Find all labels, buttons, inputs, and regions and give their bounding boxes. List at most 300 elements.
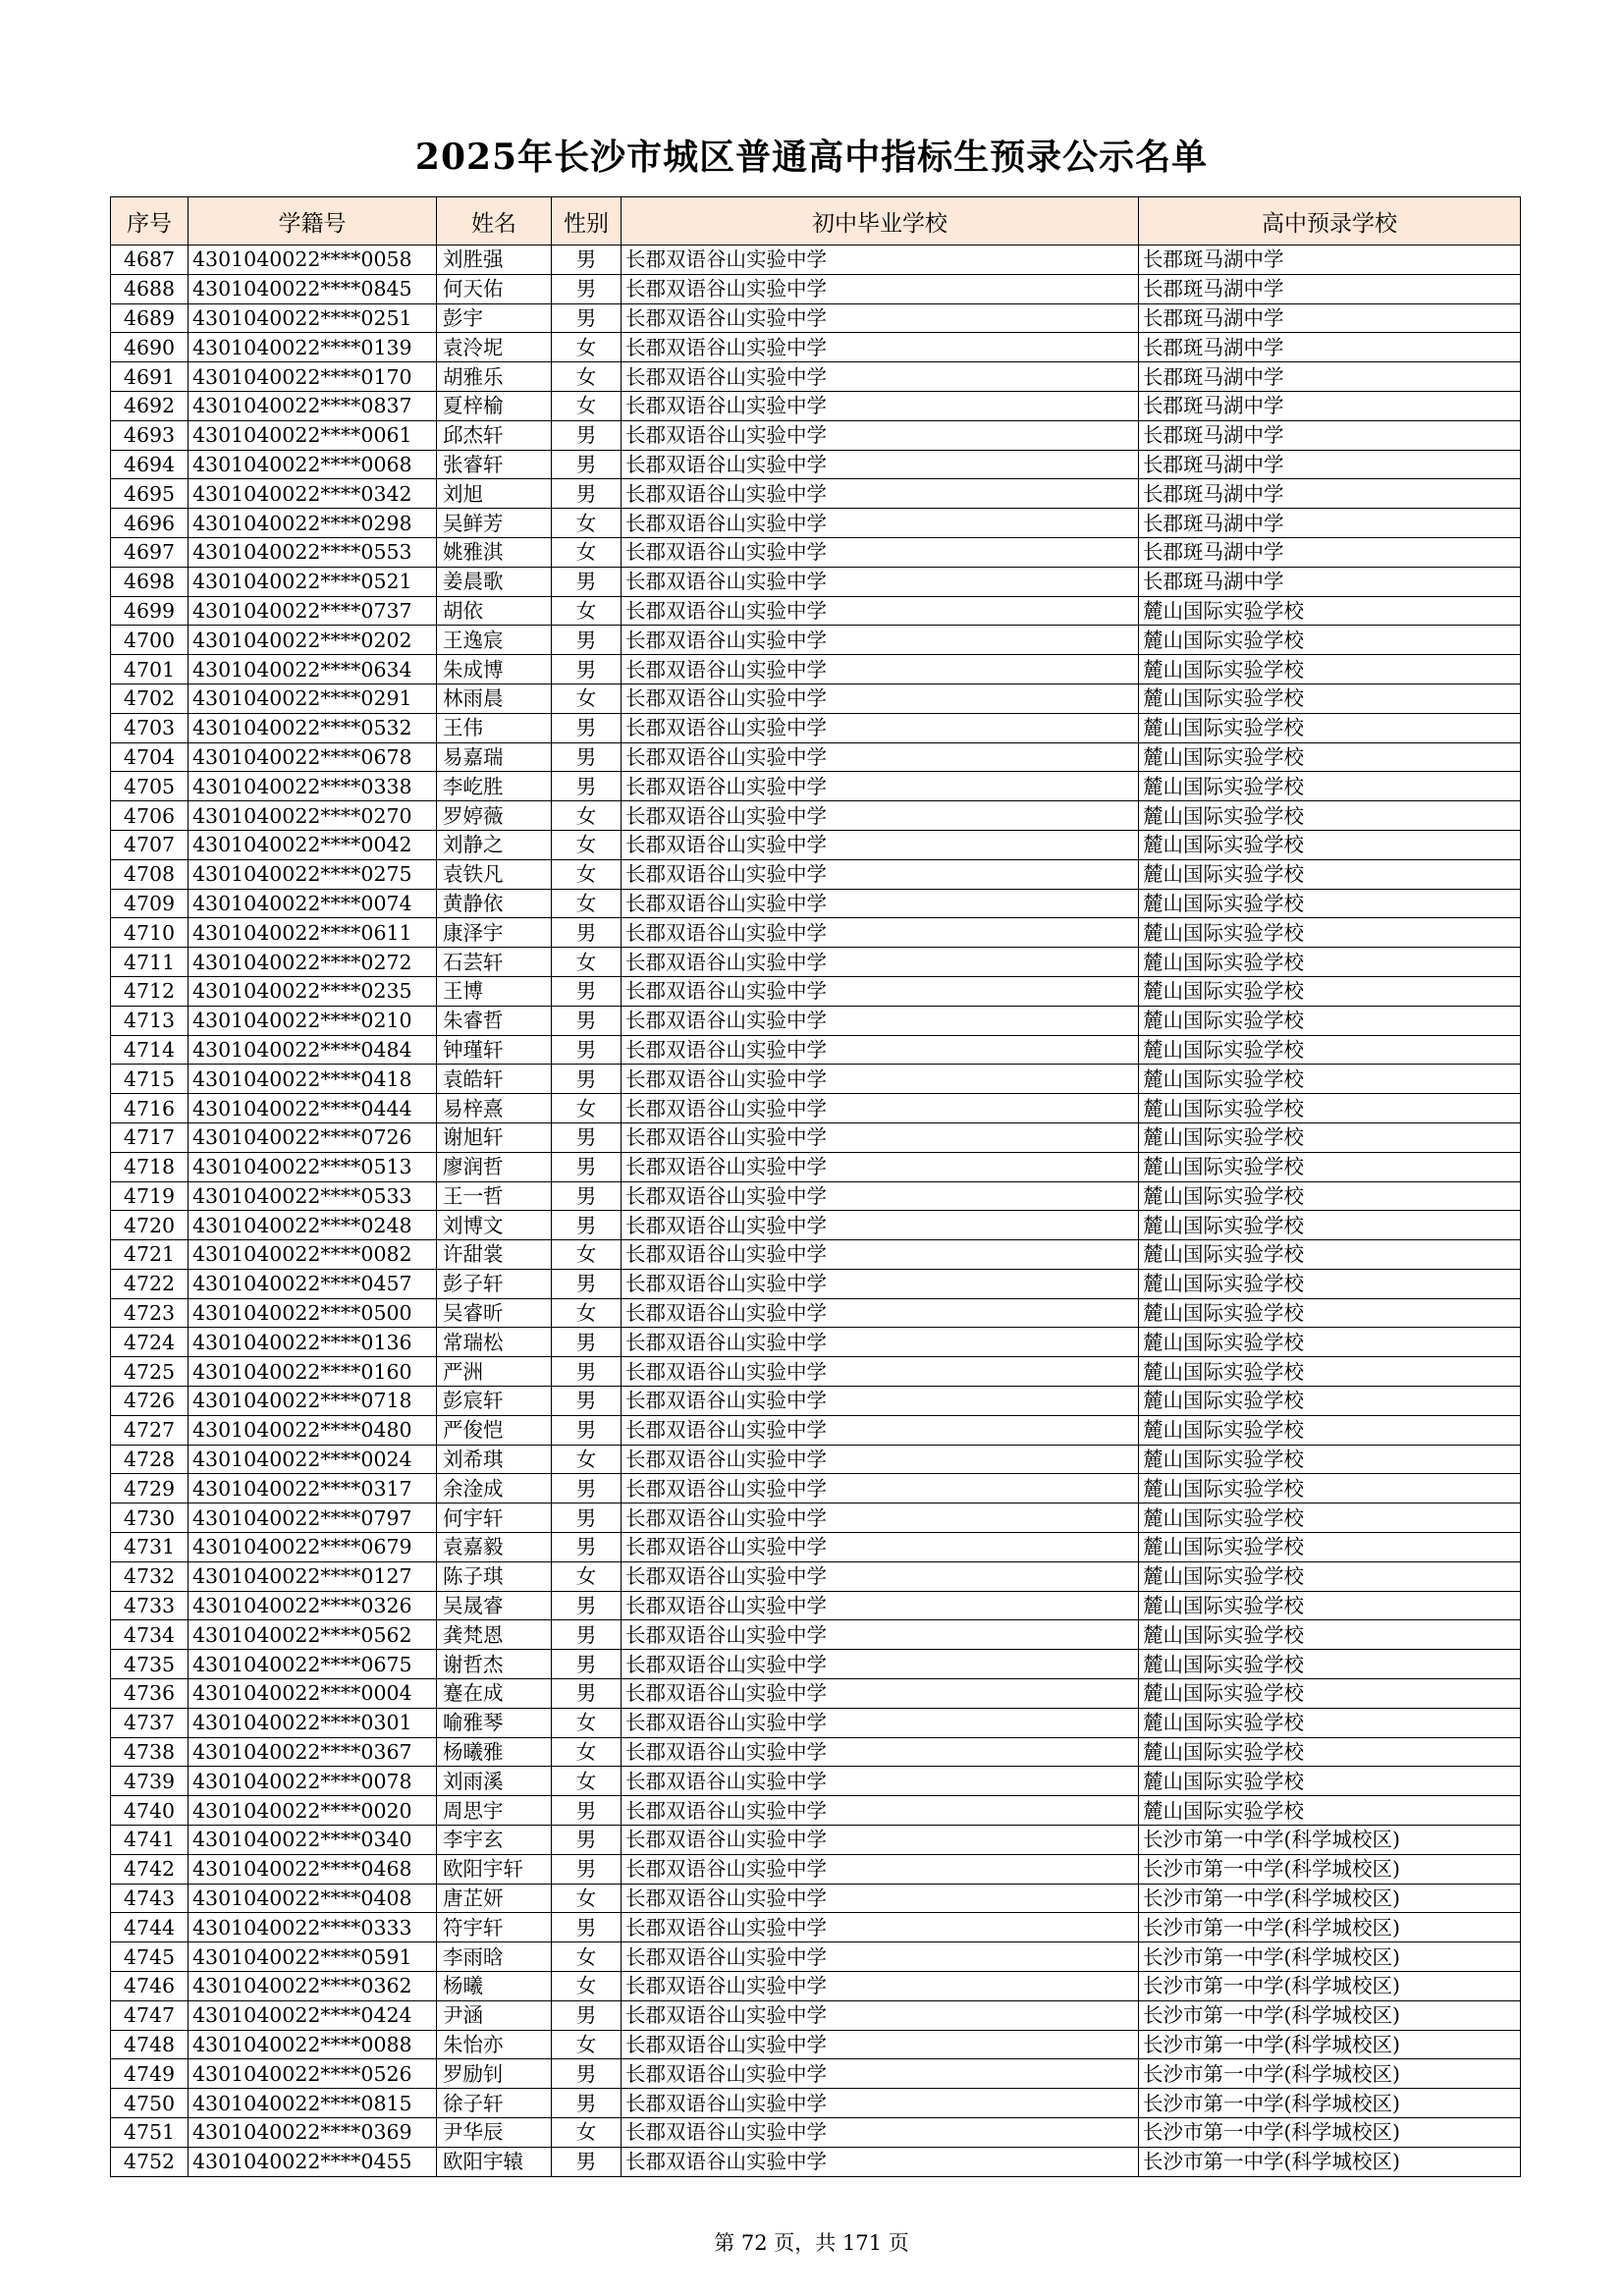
cell-high-school: 麓山国际实验学校 xyxy=(1139,1357,1521,1387)
cell-gender: 女 xyxy=(552,537,622,567)
cell-student-id: 4301040022****0562 xyxy=(189,1620,437,1650)
cell-middle-school: 长郡双语谷山实验中学 xyxy=(622,1620,1139,1650)
cell-name: 罗婷薇 xyxy=(437,801,552,831)
cell-high-school: 长郡斑马湖中学 xyxy=(1139,537,1521,567)
cell-middle-school: 长郡双语谷山实验中学 xyxy=(622,537,1139,567)
cell-gender: 男 xyxy=(552,420,622,450)
cell-student-id: 4301040022****0444 xyxy=(189,1094,437,1123)
cell-serial: 4722 xyxy=(111,1269,189,1298)
cell-high-school: 麓山国际实验学校 xyxy=(1139,830,1521,859)
cell-middle-school: 长郡双语谷山实验中学 xyxy=(622,1503,1139,1533)
table-row xyxy=(111,1445,1521,1474)
cell-gender: 男 xyxy=(552,1591,622,1620)
cell-middle-school: 长郡双语谷山实验中学 xyxy=(622,2089,1139,2118)
cell-name: 尹涵 xyxy=(437,2000,552,2030)
cell-student-id: 4301040022****0591 xyxy=(189,1942,437,1972)
cell-student-id: 4301040022****0500 xyxy=(189,1298,437,1328)
table-row xyxy=(111,1884,1521,1913)
cell-name: 彭宇 xyxy=(437,303,552,333)
table-row xyxy=(111,918,1521,948)
cell-middle-school: 长郡双语谷山实验中学 xyxy=(622,1854,1139,1884)
cell-serial: 4735 xyxy=(111,1650,189,1679)
table-row xyxy=(111,567,1521,596)
cell-high-school: 长郡斑马湖中学 xyxy=(1139,420,1521,450)
cell-middle-school: 长郡双语谷山实验中学 xyxy=(622,1387,1139,1416)
cell-name: 严俊恺 xyxy=(437,1415,552,1445)
table-row xyxy=(111,450,1521,479)
cell-student-id: 4301040022****0634 xyxy=(189,655,437,684)
cell-gender: 女 xyxy=(552,391,622,420)
cell-serial: 4690 xyxy=(111,333,189,362)
cell-serial: 4745 xyxy=(111,1942,189,1972)
cell-middle-school: 长郡双语谷山实验中学 xyxy=(622,596,1139,626)
cell-gender: 男 xyxy=(552,976,622,1006)
cell-name: 刘静之 xyxy=(437,830,552,859)
cell-high-school: 长郡斑马湖中学 xyxy=(1139,246,1521,275)
table-row xyxy=(111,1503,1521,1533)
cell-high-school: 长沙市第一中学(科学城校区) xyxy=(1139,2059,1521,2089)
cell-name: 彭子轩 xyxy=(437,1269,552,1298)
cell-high-school: 长郡斑马湖中学 xyxy=(1139,450,1521,479)
cell-gender: 男 xyxy=(552,1826,622,1855)
cell-gender: 女 xyxy=(552,2030,622,2059)
cell-gender: 男 xyxy=(552,1854,622,1884)
cell-serial: 4707 xyxy=(111,830,189,859)
table-row xyxy=(111,1972,1521,2001)
cell-gender: 男 xyxy=(552,655,622,684)
cell-serial: 4692 xyxy=(111,391,189,420)
cell-high-school: 麓山国际实验学校 xyxy=(1139,1533,1521,1562)
cell-student-id: 4301040022****0082 xyxy=(189,1240,437,1270)
cell-high-school: 长郡斑马湖中学 xyxy=(1139,479,1521,509)
cell-name: 袁嘉毅 xyxy=(437,1533,552,1562)
table-row xyxy=(111,976,1521,1006)
cell-high-school: 麓山国际实验学校 xyxy=(1139,1561,1521,1591)
cell-name: 林雨晨 xyxy=(437,683,552,713)
cell-gender: 男 xyxy=(552,1122,622,1152)
cell-gender: 男 xyxy=(552,1650,622,1679)
cell-high-school: 麓山国际实验学校 xyxy=(1139,1269,1521,1298)
cell-middle-school: 长郡双语谷山实验中学 xyxy=(622,2030,1139,2059)
table-row xyxy=(111,1240,1521,1270)
table-row xyxy=(111,1854,1521,1884)
cell-name: 石芸轩 xyxy=(437,948,552,977)
header-high-school: 高中预录学校 xyxy=(1139,197,1521,246)
header-middle-school: 初中毕业学校 xyxy=(622,197,1139,246)
table-row xyxy=(111,303,1521,333)
table-row xyxy=(111,1561,1521,1591)
cell-gender: 男 xyxy=(552,918,622,948)
cell-middle-school: 长郡双语谷山实验中学 xyxy=(622,1415,1139,1445)
cell-middle-school: 长郡双语谷山实验中学 xyxy=(622,1269,1139,1298)
admission-table xyxy=(110,196,1521,2177)
cell-name: 吴晟睿 xyxy=(437,1591,552,1620)
cell-gender: 女 xyxy=(552,1708,622,1737)
cell-name: 刘旭 xyxy=(437,479,552,509)
cell-middle-school: 长郡双语谷山实验中学 xyxy=(622,1561,1139,1591)
cell-high-school: 麓山国际实验学校 xyxy=(1139,948,1521,977)
cell-high-school: 麓山国际实验学校 xyxy=(1139,1387,1521,1416)
cell-high-school: 麓山国际实验学校 xyxy=(1139,1122,1521,1152)
table-row xyxy=(111,1620,1521,1650)
table-row xyxy=(111,1796,1521,1826)
cell-middle-school: 长郡双语谷山实验中学 xyxy=(622,246,1139,275)
cell-name: 胡雅乐 xyxy=(437,362,552,392)
cell-serial: 4729 xyxy=(111,1474,189,1503)
table-row xyxy=(111,889,1521,918)
cell-serial: 4687 xyxy=(111,246,189,275)
cell-serial: 4699 xyxy=(111,596,189,626)
cell-serial: 4730 xyxy=(111,1503,189,1533)
cell-gender: 女 xyxy=(552,1737,622,1767)
table-row xyxy=(111,1913,1521,1942)
cell-gender: 男 xyxy=(552,2089,622,2118)
header-serial: 序号 xyxy=(111,197,189,246)
table-row xyxy=(111,1269,1521,1298)
cell-middle-school: 长郡双语谷山实验中学 xyxy=(622,1650,1139,1679)
cell-serial: 4719 xyxy=(111,1181,189,1211)
table-row xyxy=(111,626,1521,655)
header-name: 姓名 xyxy=(437,197,552,246)
cell-high-school: 长郡斑马湖中学 xyxy=(1139,509,1521,538)
cell-serial: 4744 xyxy=(111,1913,189,1942)
cell-high-school: 麓山国际实验学校 xyxy=(1139,1240,1521,1270)
cell-student-id: 4301040022****0127 xyxy=(189,1561,437,1591)
cell-serial: 4695 xyxy=(111,479,189,509)
cell-high-school: 麓山国际实验学校 xyxy=(1139,859,1521,889)
cell-high-school: 麓山国际实验学校 xyxy=(1139,1298,1521,1328)
cell-name: 尹华辰 xyxy=(437,2118,552,2148)
cell-serial: 4746 xyxy=(111,1972,189,2001)
cell-gender: 男 xyxy=(552,1211,622,1240)
cell-middle-school: 长郡双语谷山实验中学 xyxy=(622,567,1139,596)
cell-name: 易梓熹 xyxy=(437,1094,552,1123)
cell-middle-school: 长郡双语谷山实验中学 xyxy=(622,1211,1139,1240)
cell-serial: 4705 xyxy=(111,772,189,801)
cell-serial: 4698 xyxy=(111,567,189,596)
cell-serial: 4693 xyxy=(111,420,189,450)
table-row xyxy=(111,1006,1521,1035)
cell-gender: 男 xyxy=(552,567,622,596)
cell-student-id: 4301040022****0326 xyxy=(189,1591,437,1620)
cell-name: 谢旭轩 xyxy=(437,1122,552,1152)
cell-middle-school: 长郡双语谷山实验中学 xyxy=(622,450,1139,479)
cell-student-id: 4301040022****0679 xyxy=(189,1533,437,1562)
cell-name: 何天佑 xyxy=(437,274,552,303)
cell-gender: 男 xyxy=(552,772,622,801)
cell-name: 徐子轩 xyxy=(437,2089,552,2118)
cell-high-school: 麓山国际实验学校 xyxy=(1139,1445,1521,1474)
cell-serial: 4727 xyxy=(111,1415,189,1445)
cell-middle-school: 长郡双语谷山实验中学 xyxy=(622,889,1139,918)
table-row xyxy=(111,683,1521,713)
cell-name: 谢哲杰 xyxy=(437,1650,552,1679)
cell-gender: 女 xyxy=(552,2118,622,2148)
cell-middle-school: 长郡双语谷山实验中学 xyxy=(622,1445,1139,1474)
cell-name: 龚梵恩 xyxy=(437,1620,552,1650)
cell-student-id: 4301040022****0484 xyxy=(189,1035,437,1065)
cell-high-school: 麓山国际实验学校 xyxy=(1139,713,1521,742)
cell-gender: 女 xyxy=(552,1240,622,1270)
cell-name: 喻雅琴 xyxy=(437,1708,552,1737)
cell-serial: 4738 xyxy=(111,1737,189,1767)
cell-middle-school: 长郡双语谷山实验中学 xyxy=(622,1474,1139,1503)
cell-middle-school: 长郡双语谷山实验中学 xyxy=(622,1826,1139,1855)
cell-serial: 4706 xyxy=(111,801,189,831)
cell-student-id: 4301040022****0202 xyxy=(189,626,437,655)
cell-middle-school: 长郡双语谷山实验中学 xyxy=(622,976,1139,1006)
cell-serial: 4734 xyxy=(111,1620,189,1650)
cell-student-id: 4301040022****0061 xyxy=(189,420,437,450)
cell-gender: 男 xyxy=(552,1474,622,1503)
cell-gender: 男 xyxy=(552,303,622,333)
cell-middle-school: 长郡双语谷山实验中学 xyxy=(622,801,1139,831)
cell-gender: 女 xyxy=(552,948,622,977)
cell-student-id: 4301040022****0340 xyxy=(189,1826,437,1855)
cell-name: 袁铁凡 xyxy=(437,859,552,889)
table-row xyxy=(111,742,1521,772)
cell-high-school: 麓山国际实验学校 xyxy=(1139,596,1521,626)
cell-student-id: 4301040022****0678 xyxy=(189,742,437,772)
cell-student-id: 4301040022****0291 xyxy=(189,683,437,713)
cell-name: 杨曦 xyxy=(437,1972,552,2001)
cell-high-school: 麓山国际实验学校 xyxy=(1139,1737,1521,1767)
cell-name: 周思宇 xyxy=(437,1796,552,1826)
cell-student-id: 4301040022****0845 xyxy=(189,274,437,303)
cell-middle-school: 长郡双语谷山实验中学 xyxy=(622,509,1139,538)
cell-middle-school: 长郡双语谷山实验中学 xyxy=(622,655,1139,684)
cell-student-id: 4301040022****0136 xyxy=(189,1328,437,1357)
cell-gender: 女 xyxy=(552,1767,622,1796)
cell-serial: 4723 xyxy=(111,1298,189,1328)
cell-middle-school: 长郡双语谷山实验中学 xyxy=(622,1737,1139,1767)
cell-student-id: 4301040022****0533 xyxy=(189,1181,437,1211)
cell-serial: 4709 xyxy=(111,889,189,918)
table-row xyxy=(111,655,1521,684)
cell-student-id: 4301040022****0526 xyxy=(189,2059,437,2089)
table-row xyxy=(111,1942,1521,1972)
cell-high-school: 麓山国际实验学校 xyxy=(1139,976,1521,1006)
cell-high-school: 麓山国际实验学校 xyxy=(1139,1796,1521,1826)
table-row xyxy=(111,2000,1521,2030)
cell-high-school: 长郡斑马湖中学 xyxy=(1139,333,1521,362)
cell-name: 蹇在成 xyxy=(437,1679,552,1709)
cell-serial: 4748 xyxy=(111,2030,189,2059)
table-row xyxy=(111,362,1521,392)
cell-name: 钟瑾轩 xyxy=(437,1035,552,1065)
cell-name: 符宇轩 xyxy=(437,1913,552,1942)
table-row xyxy=(111,420,1521,450)
cell-student-id: 4301040022****0333 xyxy=(189,1913,437,1942)
cell-name: 李宇玄 xyxy=(437,1826,552,1855)
cell-serial: 4739 xyxy=(111,1767,189,1796)
cell-serial: 4736 xyxy=(111,1679,189,1709)
table-row xyxy=(111,2089,1521,2118)
cell-middle-school: 长郡双语谷山实验中学 xyxy=(622,1591,1139,1620)
cell-student-id: 4301040022****0248 xyxy=(189,1211,437,1240)
cell-middle-school: 长郡双语谷山实验中学 xyxy=(622,1152,1139,1181)
cell-serial: 4708 xyxy=(111,859,189,889)
cell-name: 李雨晗 xyxy=(437,1942,552,1972)
cell-high-school: 长沙市第一中学(科学城校区) xyxy=(1139,1913,1521,1942)
cell-middle-school: 长郡双语谷山实验中学 xyxy=(622,303,1139,333)
header-student-id: 学籍号 xyxy=(189,197,437,246)
cell-serial: 4711 xyxy=(111,948,189,977)
cell-middle-school: 长郡双语谷山实验中学 xyxy=(622,1679,1139,1709)
table-row xyxy=(111,479,1521,509)
cell-serial: 4724 xyxy=(111,1328,189,1357)
cell-serial: 4714 xyxy=(111,1035,189,1065)
cell-student-id: 4301040022****0020 xyxy=(189,1796,437,1826)
table-row xyxy=(111,274,1521,303)
cell-name: 王伟 xyxy=(437,713,552,742)
table-row xyxy=(111,1826,1521,1855)
cell-middle-school: 长郡双语谷山实验中学 xyxy=(622,2118,1139,2148)
cell-serial: 4741 xyxy=(111,1826,189,1855)
cell-high-school: 麓山国际实验学校 xyxy=(1139,1006,1521,1035)
cell-middle-school: 长郡双语谷山实验中学 xyxy=(622,2147,1139,2176)
table-row xyxy=(111,246,1521,275)
cell-gender: 女 xyxy=(552,1094,622,1123)
cell-middle-school: 长郡双语谷山实验中学 xyxy=(622,626,1139,655)
cell-name: 朱怡亦 xyxy=(437,2030,552,2059)
cell-gender: 男 xyxy=(552,1006,622,1035)
cell-gender: 男 xyxy=(552,1387,622,1416)
cell-high-school: 长沙市第一中学(科学城校区) xyxy=(1139,1942,1521,1972)
cell-name: 胡依 xyxy=(437,596,552,626)
cell-middle-school: 长郡双语谷山实验中学 xyxy=(622,1533,1139,1562)
cell-name: 姜晨歌 xyxy=(437,567,552,596)
cell-high-school: 麓山国际实验学校 xyxy=(1139,918,1521,948)
cell-serial: 4740 xyxy=(111,1796,189,1826)
cell-student-id: 4301040022****0726 xyxy=(189,1122,437,1152)
cell-high-school: 长郡斑马湖中学 xyxy=(1139,303,1521,333)
cell-high-school: 麓山国际实验学校 xyxy=(1139,1708,1521,1737)
cell-gender: 男 xyxy=(552,1913,622,1942)
cell-student-id: 4301040022****0718 xyxy=(189,1387,437,1416)
cell-high-school: 长郡斑马湖中学 xyxy=(1139,274,1521,303)
table-row xyxy=(111,391,1521,420)
cell-serial: 4700 xyxy=(111,626,189,655)
cell-serial: 4701 xyxy=(111,655,189,684)
cell-high-school: 长沙市第一中学(科学城校区) xyxy=(1139,1826,1521,1855)
cell-gender: 男 xyxy=(552,2000,622,2030)
cell-name: 朱成博 xyxy=(437,655,552,684)
table-row xyxy=(111,1094,1521,1123)
cell-middle-school: 长郡双语谷山实验中学 xyxy=(622,362,1139,392)
cell-high-school: 长沙市第一中学(科学城校区) xyxy=(1139,2089,1521,2118)
cell-student-id: 4301040022****0675 xyxy=(189,1650,437,1679)
cell-middle-school: 长郡双语谷山实验中学 xyxy=(622,1913,1139,1942)
cell-middle-school: 长郡双语谷山实验中学 xyxy=(622,274,1139,303)
cell-gender: 女 xyxy=(552,1561,622,1591)
cell-student-id: 4301040022****0251 xyxy=(189,303,437,333)
cell-gender: 男 xyxy=(552,1181,622,1211)
cell-middle-school: 长郡双语谷山实验中学 xyxy=(622,830,1139,859)
cell-middle-school: 长郡双语谷山实验中学 xyxy=(622,918,1139,948)
cell-middle-school: 长郡双语谷山实验中学 xyxy=(622,1942,1139,1972)
cell-gender: 男 xyxy=(552,1415,622,1445)
cell-high-school: 麓山国际实验学校 xyxy=(1139,1181,1521,1211)
cell-gender: 男 xyxy=(552,1065,622,1094)
cell-middle-school: 长郡双语谷山实验中学 xyxy=(622,1796,1139,1826)
cell-gender: 男 xyxy=(552,479,622,509)
cell-student-id: 4301040022****0837 xyxy=(189,391,437,420)
table-row xyxy=(111,1035,1521,1065)
cell-serial: 4743 xyxy=(111,1884,189,1913)
cell-name: 常瑞松 xyxy=(437,1328,552,1357)
table-row xyxy=(111,1152,1521,1181)
cell-high-school: 长沙市第一中学(科学城校区) xyxy=(1139,2000,1521,2030)
cell-middle-school: 长郡双语谷山实验中学 xyxy=(622,1328,1139,1357)
cell-gender: 男 xyxy=(552,1357,622,1387)
cell-student-id: 4301040022****0272 xyxy=(189,948,437,977)
cell-gender: 男 xyxy=(552,1035,622,1065)
cell-serial: 4749 xyxy=(111,2059,189,2089)
table-row xyxy=(111,1737,1521,1767)
table-row xyxy=(111,2030,1521,2059)
cell-name: 陈子琪 xyxy=(437,1561,552,1591)
cell-name: 王逸宸 xyxy=(437,626,552,655)
cell-serial: 4712 xyxy=(111,976,189,1006)
cell-gender: 男 xyxy=(552,1152,622,1181)
cell-high-school: 长郡斑马湖中学 xyxy=(1139,567,1521,596)
cell-serial: 4732 xyxy=(111,1561,189,1591)
table-row xyxy=(111,1533,1521,1562)
table-row xyxy=(111,1328,1521,1357)
cell-gender: 女 xyxy=(552,1942,622,1972)
cell-middle-school: 长郡双语谷山实验中学 xyxy=(622,2059,1139,2089)
cell-serial: 4694 xyxy=(111,450,189,479)
table-row xyxy=(111,1181,1521,1211)
cell-gender: 男 xyxy=(552,1679,622,1709)
cell-gender: 女 xyxy=(552,1298,622,1328)
cell-high-school: 麓山国际实验学校 xyxy=(1139,889,1521,918)
table-row xyxy=(111,1474,1521,1503)
cell-student-id: 4301040022****0553 xyxy=(189,537,437,567)
table-row xyxy=(111,2118,1521,2148)
table-row xyxy=(111,948,1521,977)
cell-gender: 女 xyxy=(552,889,622,918)
cell-high-school: 长沙市第一中学(科学城校区) xyxy=(1139,1854,1521,1884)
cell-serial: 4737 xyxy=(111,1708,189,1737)
cell-student-id: 4301040022****0139 xyxy=(189,333,437,362)
cell-high-school: 麓山国际实验学校 xyxy=(1139,1679,1521,1709)
cell-name: 欧阳宇辕 xyxy=(437,2147,552,2176)
cell-middle-school: 长郡双语谷山实验中学 xyxy=(622,2000,1139,2030)
cell-serial: 4726 xyxy=(111,1387,189,1416)
cell-high-school: 麓山国际实验学校 xyxy=(1139,1767,1521,1796)
table-row xyxy=(111,830,1521,859)
cell-serial: 4697 xyxy=(111,537,189,567)
cell-student-id: 4301040022****0074 xyxy=(189,889,437,918)
cell-student-id: 4301040022****0068 xyxy=(189,450,437,479)
cell-serial: 4725 xyxy=(111,1357,189,1387)
cell-name: 黄静依 xyxy=(437,889,552,918)
cell-student-id: 4301040022****0235 xyxy=(189,976,437,1006)
cell-serial: 4717 xyxy=(111,1122,189,1152)
cell-gender: 男 xyxy=(552,742,622,772)
cell-high-school: 长沙市第一中学(科学城校区) xyxy=(1139,2030,1521,2059)
cell-student-id: 4301040022****0455 xyxy=(189,2147,437,2176)
table-row xyxy=(111,1415,1521,1445)
cell-high-school: 长郡斑马湖中学 xyxy=(1139,391,1521,420)
cell-name: 袁皓轩 xyxy=(437,1065,552,1094)
cell-name: 吴睿昕 xyxy=(437,1298,552,1328)
table-row xyxy=(111,1650,1521,1679)
cell-middle-school: 长郡双语谷山实验中学 xyxy=(622,1884,1139,1913)
cell-serial: 4715 xyxy=(111,1065,189,1094)
